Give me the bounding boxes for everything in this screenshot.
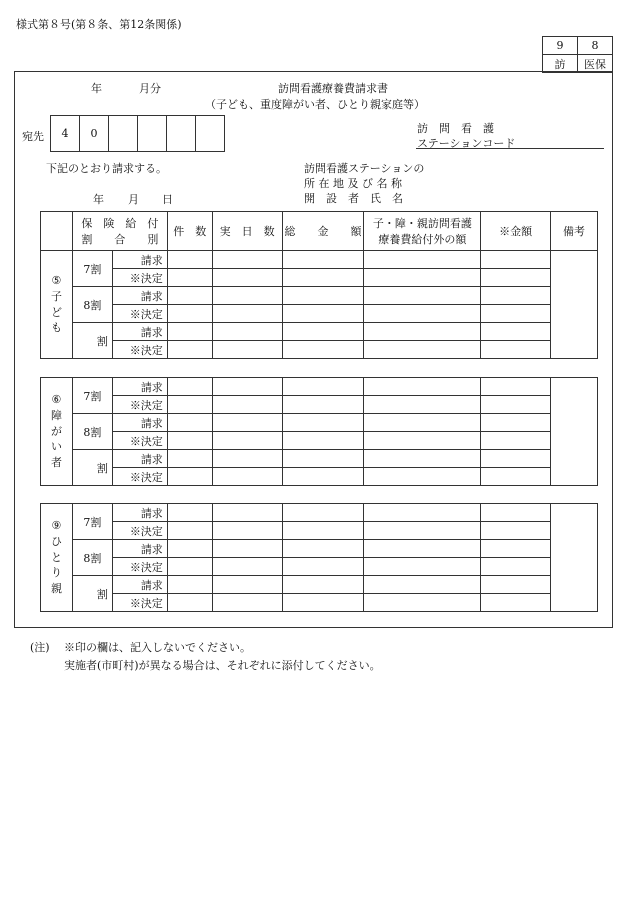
amount-cell[interactable] <box>481 576 551 594</box>
days-cell[interactable] <box>212 251 282 269</box>
form-number: 様式第８号(第８条、第12条関係) <box>16 18 182 31</box>
notes-line-2: 実施者(市町村)が異なる場合は、それぞれに添付してください。 <box>64 659 381 672</box>
rate-label: 8割 <box>72 540 112 576</box>
other-amount-cell[interactable] <box>364 305 481 323</box>
rate-label: 割 <box>72 450 112 486</box>
remarks-cell[interactable] <box>551 378 598 486</box>
request-label: 請求 <box>112 251 167 269</box>
days-cell[interactable] <box>212 468 282 486</box>
decision-label: ※決定 <box>112 432 167 450</box>
days-cell[interactable] <box>212 450 282 468</box>
days-cell[interactable] <box>212 576 282 594</box>
total-cell[interactable] <box>282 450 364 468</box>
form-subtitle: （子ども、重度障がい者、ひとり親家庭等） <box>205 98 425 111</box>
destination-digit <box>138 116 167 152</box>
decision-label: ※決定 <box>112 269 167 287</box>
total-cell[interactable] <box>282 323 364 341</box>
amount-cell[interactable] <box>481 558 551 576</box>
claim-table-disabled <box>40 377 598 486</box>
decision-label: ※決定 <box>112 468 167 486</box>
station-code-sublabel: ステーションコード <box>417 137 516 150</box>
count-cell[interactable] <box>167 251 212 269</box>
code-box-top-2: 8 <box>578 37 613 55</box>
total-cell[interactable] <box>282 432 364 450</box>
count-cell[interactable] <box>167 558 212 576</box>
days-cell[interactable] <box>212 522 282 540</box>
total-cell[interactable] <box>282 522 364 540</box>
rate-label: 8割 <box>72 287 112 323</box>
days-cell[interactable] <box>212 287 282 305</box>
count-cell[interactable] <box>167 378 212 396</box>
count-cell[interactable] <box>167 504 212 522</box>
days-cell[interactable] <box>212 305 282 323</box>
code-box <box>542 36 613 73</box>
other-amount-cell[interactable] <box>364 468 481 486</box>
header-remarks: 備考 <box>551 212 598 251</box>
count-cell[interactable] <box>167 287 212 305</box>
days-cell[interactable] <box>212 504 282 522</box>
amount-cell[interactable] <box>481 396 551 414</box>
claim-table-children <box>40 211 598 359</box>
amount-cell[interactable] <box>481 269 551 287</box>
code-box-bottom-1: 訪 <box>543 55 578 73</box>
rate-label: 割 <box>72 576 112 612</box>
days-cell[interactable] <box>212 269 282 287</box>
days-cell[interactable] <box>212 432 282 450</box>
count-cell[interactable] <box>167 576 212 594</box>
decision-label: ※決定 <box>112 305 167 323</box>
other-amount-cell[interactable] <box>364 269 481 287</box>
decision-label: ※決定 <box>112 396 167 414</box>
total-cell[interactable] <box>282 251 364 269</box>
other-amount-cell[interactable] <box>364 251 481 269</box>
total-cell[interactable] <box>282 341 364 359</box>
other-amount-cell[interactable] <box>364 522 481 540</box>
destination-digit <box>196 116 225 152</box>
other-amount-cell[interactable] <box>364 414 481 432</box>
amount-cell[interactable] <box>481 323 551 341</box>
decision-label: ※決定 <box>112 594 167 612</box>
total-cell[interactable] <box>282 468 364 486</box>
count-cell[interactable] <box>167 396 212 414</box>
amount-cell[interactable] <box>481 594 551 612</box>
destination-code <box>50 115 225 152</box>
amount-cell[interactable] <box>481 432 551 450</box>
count-cell[interactable] <box>167 305 212 323</box>
days-cell[interactable] <box>212 396 282 414</box>
count-cell[interactable] <box>167 522 212 540</box>
request-label: 請求 <box>112 540 167 558</box>
destination-digit: 4 <box>51 116 80 152</box>
total-cell[interactable] <box>282 414 364 432</box>
header-amount: ※金額 <box>481 212 551 251</box>
days-cell[interactable] <box>212 341 282 359</box>
rate-label: 7割 <box>72 504 112 540</box>
period-month: 月分 <box>139 82 161 95</box>
date-year: 年 <box>93 193 104 206</box>
notes-line-1: ※印の欄は、記入しないでください。 <box>64 641 251 654</box>
total-cell[interactable] <box>282 576 364 594</box>
request-label: 請求 <box>112 576 167 594</box>
count-cell[interactable] <box>167 269 212 287</box>
days-cell[interactable] <box>212 414 282 432</box>
header-count: 件 数 <box>167 212 212 251</box>
request-label: 請求 <box>112 504 167 522</box>
other-amount-cell[interactable] <box>364 450 481 468</box>
request-label: 請求 <box>112 378 167 396</box>
other-amount-cell[interactable] <box>364 341 481 359</box>
other-amount-cell[interactable] <box>364 378 481 396</box>
amount-cell[interactable] <box>481 341 551 359</box>
code-box-top-1: 9 <box>543 37 578 55</box>
amount-cell[interactable] <box>481 287 551 305</box>
days-cell[interactable] <box>212 540 282 558</box>
section-label-children: ⑤ 子 ど も <box>41 251 73 359</box>
station-info-address: 所 在 地 及 び 名 称 <box>304 177 402 190</box>
request-label: 請求 <box>112 287 167 305</box>
rate-label: 割 <box>72 323 112 359</box>
other-amount-cell[interactable] <box>364 558 481 576</box>
destination-digit <box>109 116 138 152</box>
period-year: 年 <box>91 82 102 95</box>
amount-cell[interactable] <box>481 468 551 486</box>
total-cell[interactable] <box>282 287 364 305</box>
destination-label: 宛先 <box>22 130 44 143</box>
total-cell[interactable] <box>282 378 364 396</box>
form-title: 訪問看護療養費請求書 <box>278 82 388 95</box>
rate-label: 7割 <box>72 378 112 414</box>
count-cell[interactable] <box>167 323 212 341</box>
amount-cell[interactable] <box>481 414 551 432</box>
count-cell[interactable] <box>167 540 212 558</box>
count-cell[interactable] <box>167 341 212 359</box>
count-cell[interactable] <box>167 432 212 450</box>
total-cell[interactable] <box>282 305 364 323</box>
other-amount-cell[interactable] <box>364 323 481 341</box>
header-days: 実 日 数 <box>212 212 282 251</box>
total-cell[interactable] <box>282 540 364 558</box>
other-amount-cell[interactable] <box>364 540 481 558</box>
days-cell[interactable] <box>212 323 282 341</box>
other-amount-cell[interactable] <box>364 396 481 414</box>
decision-label: ※決定 <box>112 522 167 540</box>
request-text: 下記のとおり請求する。 <box>46 162 167 175</box>
header-blank <box>41 212 73 251</box>
notes-label: (注) <box>30 641 50 654</box>
request-label: 請求 <box>112 414 167 432</box>
count-cell[interactable] <box>167 414 212 432</box>
amount-cell[interactable] <box>481 251 551 269</box>
other-amount-cell[interactable] <box>364 504 481 522</box>
count-cell[interactable] <box>167 594 212 612</box>
header-other-amount: 子・障・親訪問看護 療養費給付外の額 <box>364 212 481 251</box>
remarks-cell[interactable] <box>551 504 598 612</box>
rate-label: 7割 <box>72 251 112 287</box>
other-amount-cell[interactable] <box>364 594 481 612</box>
count-cell[interactable] <box>167 450 212 468</box>
count-cell[interactable] <box>167 468 212 486</box>
amount-cell[interactable] <box>481 504 551 522</box>
amount-cell[interactable] <box>481 540 551 558</box>
days-cell[interactable] <box>212 558 282 576</box>
remarks-cell[interactable] <box>551 251 598 359</box>
total-cell[interactable] <box>282 396 364 414</box>
section-label-single-parent: ⑨ ひ と り 親 <box>41 504 73 612</box>
days-cell[interactable] <box>212 594 282 612</box>
amount-cell[interactable] <box>481 522 551 540</box>
rate-label: 8割 <box>72 414 112 450</box>
date-month: 月 <box>128 193 139 206</box>
section-label-disabled: ⑥ 障 が い 者 <box>41 378 73 486</box>
station-code-line <box>416 148 604 149</box>
decision-label: ※決定 <box>112 341 167 359</box>
header-total: 総 金 額 <box>282 212 364 251</box>
code-box-bottom-2: 医保 <box>578 55 613 73</box>
total-cell[interactable] <box>282 594 364 612</box>
header-insurance: 保 険 給 付 割 合 別 <box>72 212 167 251</box>
other-amount-cell[interactable] <box>364 576 481 594</box>
amount-cell[interactable] <box>481 378 551 396</box>
amount-cell[interactable] <box>481 305 551 323</box>
claim-table-single-parent <box>40 503 598 612</box>
destination-digit: 0 <box>80 116 109 152</box>
station-info-owner: 開 設 者 氏 名 <box>304 192 403 205</box>
decision-label: ※決定 <box>112 558 167 576</box>
station-code-label: 訪 問 看 護 <box>417 122 494 135</box>
date-day: 日 <box>162 193 173 206</box>
other-amount-cell[interactable] <box>364 287 481 305</box>
total-cell[interactable] <box>282 504 364 522</box>
amount-cell[interactable] <box>481 450 551 468</box>
station-info-name: 訪問看護ステーションの <box>304 162 425 175</box>
total-cell[interactable] <box>282 558 364 576</box>
total-cell[interactable] <box>282 269 364 287</box>
destination-digit <box>167 116 196 152</box>
other-amount-cell[interactable] <box>364 432 481 450</box>
request-label: 請求 <box>112 450 167 468</box>
request-label: 請求 <box>112 323 167 341</box>
days-cell[interactable] <box>212 378 282 396</box>
